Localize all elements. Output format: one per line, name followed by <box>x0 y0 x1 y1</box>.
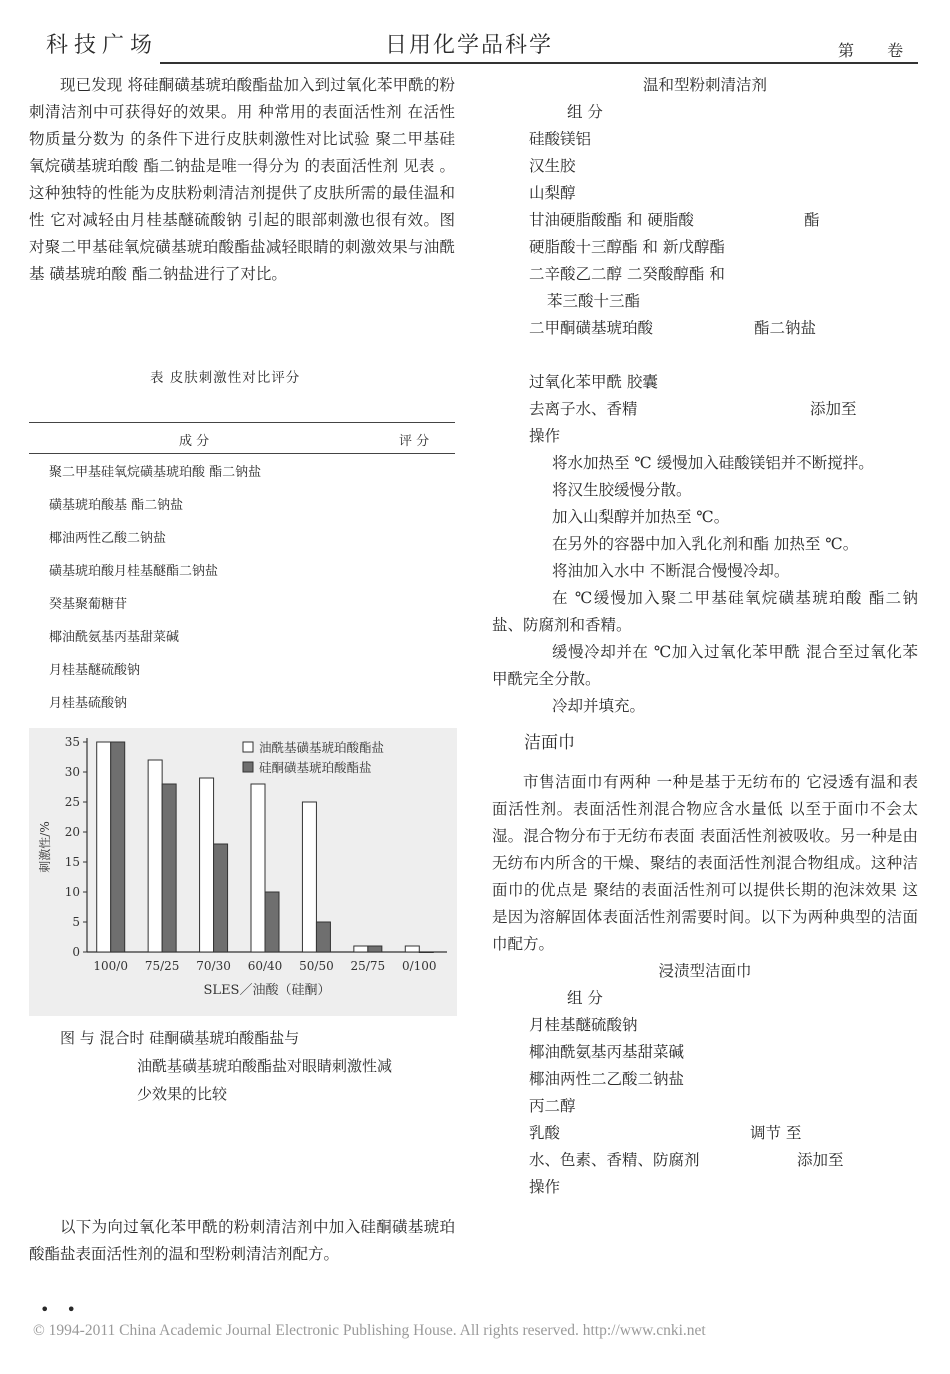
formula-item <box>492 1012 918 1039</box>
operation-label: 操作 <box>529 1178 561 1196</box>
operation-step: 在 ℃缓慢加入聚二甲基硅氧烷磺基琥珀酸 酯二钠盐、防腐剂和香精。 <box>492 589 918 634</box>
table-row <box>29 619 455 652</box>
bar-oleoyl <box>302 802 316 952</box>
left-column-lower <box>29 1214 455 1268</box>
operation-step: 将汉生胶缓慢分散。 <box>552 481 692 499</box>
formula-item-name: 山梨醇 <box>529 184 576 202</box>
formula-item <box>492 1147 918 1174</box>
y-tick-label: 35 <box>64 735 80 749</box>
formula-item <box>492 369 918 396</box>
formula-item-name: 硅酸镁铝 <box>529 130 592 148</box>
x-tick-label: 60/40 <box>247 959 283 973</box>
x-axis-label: SLES／油酸（硅酮） <box>203 983 331 998</box>
operation-step: 加入山梨醇并加热至 ℃。 <box>552 508 730 526</box>
formula2-head: 组 分 <box>567 989 603 1007</box>
y-tick-label: 20 <box>64 825 80 839</box>
operation-step: 将水加热至 ℃ 缓慢加入硅酸镁铝并不断搅拌。 <box>552 454 874 472</box>
copyright-footer: © 1994-2011 China Academic Journal Electronic Publishing House. All rights reserved. http://www.cnki.net <box>33 1322 706 1339</box>
bar-silicone <box>111 742 125 952</box>
section-title: 洁面巾 <box>524 733 575 753</box>
formula-intro-paragraph: 以下为向过氧化苯甲酰的粉刺清洁剂中加入硅酮磺基琥珀酸酯盐表面活性剂的温和型粉刺清洁剂配方。 <box>29 1218 455 1263</box>
table-cell: 磺基琥珀酸基 酯二钠盐 <box>49 498 184 513</box>
figure-caption-line: 油酰基磺基琥珀酸酯盐对眼睛刺激性减 <box>137 1057 393 1075</box>
operation-step: 冷却并填充。 <box>552 697 646 715</box>
legend-swatch <box>243 742 253 752</box>
formula-item-name: 硬脂酸十三醇酯 和 新戊醇酯 <box>529 238 725 256</box>
operation-step: 将油加入水中 不断混合慢慢冷却。 <box>552 562 790 580</box>
formula-item <box>492 1120 918 1147</box>
x-tick-label: 75/25 <box>144 959 180 973</box>
formula-item-name: 二辛酸乙二醇 二癸酸醇酯 和 <box>529 265 725 283</box>
table-row <box>29 685 455 718</box>
formula-item-extra: 调节 至 <box>750 1124 802 1142</box>
volume-label: 第 卷 <box>838 41 918 60</box>
x-tick-label: 70/30 <box>196 959 231 973</box>
formula-item-name: 二甲酮磺基琥珀酸 <box>529 319 654 337</box>
journal-title: 日用化学品科学 <box>385 33 554 58</box>
x-tick-label: 25/75 <box>350 959 386 973</box>
intro-paragraph: 现已发现 将硅酮磺基琥珀酸酯盐加入到过氧化苯甲酰的粉刺清洁剂中可获得好的效果。用 种常用的表面活性剂 在活性物质量分数为 的条件下进行皮肤刺激性对比试验 聚二甲基硅氧烷磺基琥珀酸 酯二钠盐是唯一得分为 的表面活性剂 见表 。这种独特的性能为皮肤粉刺清洁剂提供了皮肤所需的最佳温和性 它对减轻由月桂基醚硫酸钠 引起的眼部刺激也很有效。图 对聚二甲基硅氧烷磺基琥珀酸酯盐减轻眼睛的刺激效果与油酰基 磺基琥珀酸 酯二钠盐进行了对比。 <box>29 76 455 283</box>
formula-item-name: 苯三酸十三酯 <box>547 292 641 310</box>
formula1-list <box>492 126 918 423</box>
table-cell: 聚二甲基硅氧烷磺基琥珀酸 酯二钠盐 <box>49 465 262 480</box>
operation-step: 缓慢冷却并在 ℃加入过氧化苯甲酰 混合至过氧化苯甲酰完全分散。 <box>492 643 918 688</box>
x-tick-label: 50/50 <box>299 959 334 973</box>
x-tick-label: 0/100 <box>401 959 437 973</box>
formula-item <box>492 261 918 288</box>
legend-swatch <box>243 762 253 772</box>
bar-chart <box>29 728 457 1016</box>
left-column <box>29 72 455 288</box>
formula-item-name: 水、色素、香精、防腐剂 <box>529 1151 700 1169</box>
formula-item <box>492 1039 918 1066</box>
formula-item <box>492 153 918 180</box>
legend-label: 油酰基磺基琥珀酸酯盐 <box>259 740 385 755</box>
table-row <box>29 586 455 619</box>
legend-label: 硅酮磺基琥珀酸酯盐 <box>259 760 372 775</box>
table-cell: 椰油酰氨基丙基甜菜碱 <box>49 630 180 645</box>
y-tick-label: 30 <box>64 765 80 779</box>
formula-item <box>492 288 918 315</box>
y-tick-label: 25 <box>64 795 80 809</box>
formula-item <box>492 1093 918 1120</box>
table-cell: 椰油两性乙酸二钠盐 <box>49 531 167 546</box>
table-caption: 表 皮肤刺激性对比评分 <box>150 370 301 386</box>
y-tick-label: 5 <box>72 915 80 929</box>
y-axis-label: 刺激性/% <box>38 821 52 873</box>
bar-silicone <box>368 946 382 952</box>
bar-oleoyl <box>97 742 111 952</box>
formula-item-name: 丙二醇 <box>529 1097 576 1115</box>
bar-oleoyl <box>200 778 214 952</box>
table-row <box>29 454 455 487</box>
table-row <box>29 487 455 520</box>
formula-item-name: 甘油硬脂酸酯 和 硬脂酸 <box>529 211 694 229</box>
operation-steps <box>492 450 918 720</box>
figure-caption-line: 少效果的比较 <box>137 1085 228 1103</box>
table-header-row <box>29 423 455 453</box>
table-cell: 癸基聚葡糖苷 <box>49 597 128 612</box>
table-cell: 月桂基醚硫酸钠 <box>49 663 141 678</box>
formula-item <box>492 207 918 234</box>
figure-caption-line: 图 与 混合时 硅酮磺基琥珀酸酯盐与 <box>60 1029 300 1047</box>
formula-item-name: 椰油两性二乙酸二钠盐 <box>529 1070 685 1088</box>
operation-label: 操作 <box>529 427 561 445</box>
formula-item <box>492 315 918 342</box>
page-number-marker: • • <box>40 1300 82 1319</box>
table-cell: 磺基琥珀酸月桂基醚酯二钠盐 <box>49 564 219 579</box>
formula-item-extra: 酯二钠盐 <box>754 319 817 337</box>
y-tick-label: 0 <box>72 945 80 959</box>
figure-eye-irritation-chart <box>29 728 457 1016</box>
bar-silicone <box>162 784 176 952</box>
formula-item-extra: 添加至 <box>810 400 857 418</box>
formula-item <box>492 234 918 261</box>
table-header-score: 评 分 <box>399 434 430 449</box>
irritation-score-table <box>29 422 455 718</box>
formula-item-name: 去离子水、香精 <box>529 400 638 418</box>
section-label: 科技广场 <box>46 33 159 58</box>
formula-item <box>492 396 918 423</box>
y-tick-label: 10 <box>64 885 80 899</box>
formula-item-name: 汉生胶 <box>529 157 576 175</box>
x-tick-label: 100/0 <box>93 959 129 973</box>
figure-caption <box>60 1024 455 1108</box>
bar-silicone <box>316 922 330 952</box>
formula2-list <box>492 1012 918 1174</box>
formula-item <box>492 126 918 153</box>
y-tick-label: 15 <box>64 855 80 869</box>
bar-oleoyl <box>251 784 265 952</box>
formula-item <box>492 1066 918 1093</box>
formula-item-name: 椰油酰氨基丙基甜菜碱 <box>529 1043 685 1061</box>
table-row <box>29 520 455 553</box>
bar-silicone <box>419 952 433 953</box>
formula2-title: 浸渍型洁面巾 <box>658 962 752 980</box>
formula1-head: 组 分 <box>567 103 603 121</box>
bar-silicone <box>214 844 228 952</box>
formula-item-extra: 添加至 <box>797 1151 844 1169</box>
formula-item-name: 月桂基醚硫酸钠 <box>529 1016 638 1034</box>
formula-item-name: 过氧化苯甲酰 胶囊 <box>529 373 658 391</box>
bar-silicone <box>265 892 279 952</box>
table-row <box>29 553 455 586</box>
operation-step: 在另外的容器中加入乳化剂和酯 加热至 ℃。 <box>552 535 859 553</box>
header-rule <box>160 62 918 64</box>
bar-oleoyl <box>148 760 162 952</box>
formula-item <box>492 180 918 207</box>
formula-item <box>492 342 918 369</box>
formula-item-extra: 酯 <box>804 211 820 229</box>
table-row <box>29 652 455 685</box>
table-header-component: 成 分 <box>179 434 210 449</box>
section-paragraph: 市售洁面巾有两种 一种是基于无纺布的 它浸透有温和表面活性剂。表面活性剂混合物应含水量低 以至于面巾不会太湿。混合物分布于无纺布表面 表面活性剂被吸收。另一种是由无纺布内所含的干燥、聚结的表面活性剂混合物组成。这种洁面巾的优点是 聚结的表面活性剂可以提供长期的泡沫效果 这是因为溶解固体表面活性剂需要时间。以下为两种典型的洁面巾配方。 <box>492 773 918 953</box>
bar-oleoyl <box>405 946 419 952</box>
formula1-title: 温和型粉刺清洁剂 <box>642 76 767 94</box>
right-column <box>492 72 918 1201</box>
table-cell: 月桂基硫酸钠 <box>49 696 128 711</box>
bar-oleoyl <box>354 946 368 952</box>
formula-item-name: 乳酸 <box>529 1124 561 1142</box>
